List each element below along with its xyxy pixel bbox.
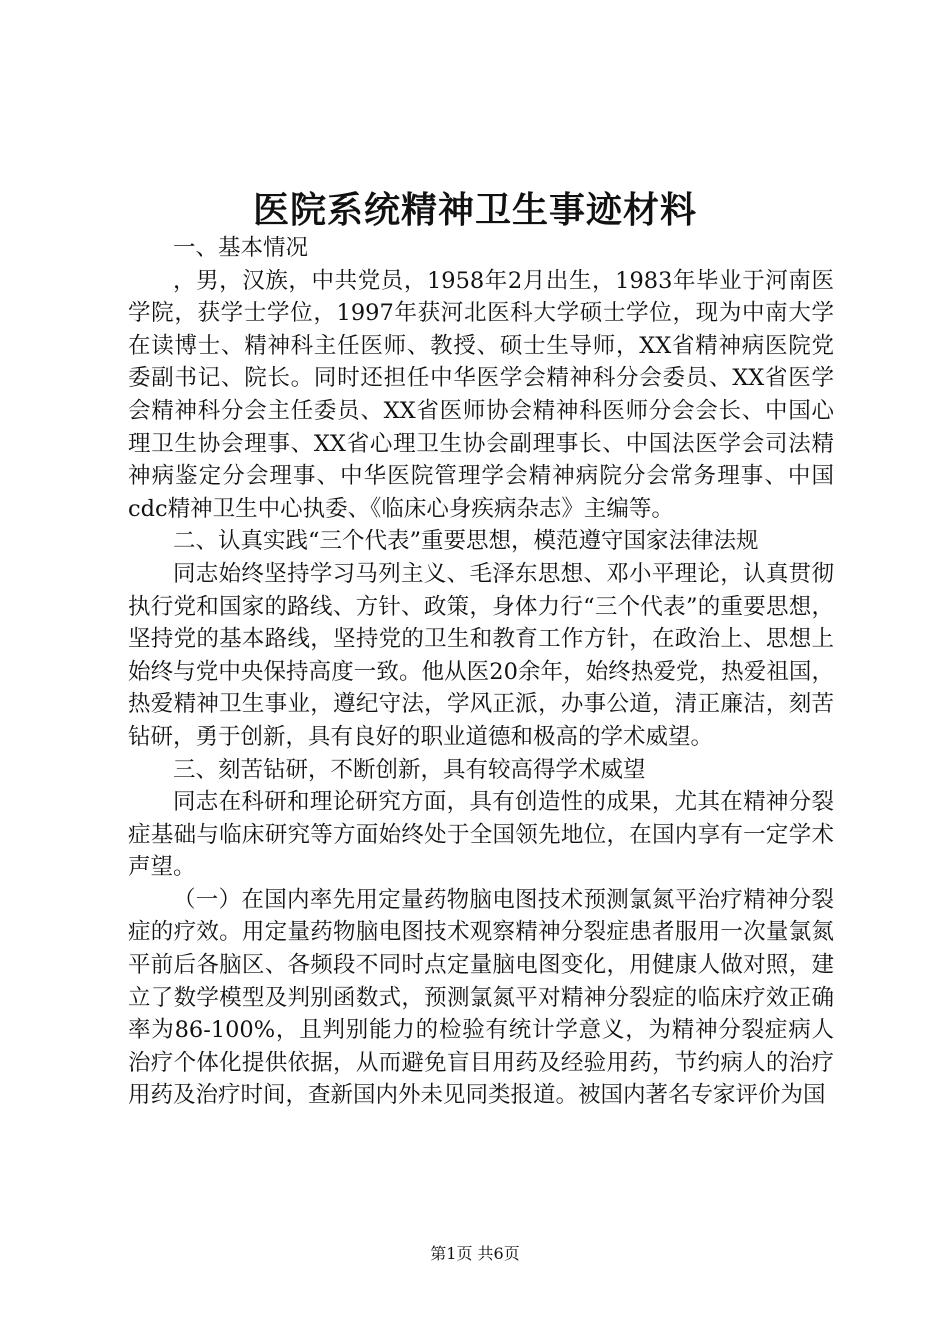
section-heading-2: 二、认真实践“三个代表”重要思想，模范遵守国家法律法规 [173, 528, 759, 555]
body-paragraph-1: ，男，汉族，中共党员，1958年2月出生，1983年毕业于河南医学院，获学士学位，1997年获河北医科大学硕士学位，现为中南大学在读博士、精神科主任医师、教授、硕士生导师，XX省精神病医院党委副书记、院长。同时还担任中华医学会精神科分会委员、XX省医学会精神科分会主任委员、XX省医师协会精神科医师分会会长、中国心理卫生协会理事、XX省心理卫生协会副理事长、中国法医学会司法精神病鉴定分会理事、中华医院管理学会精神病院分会常务理事、中国cdc精神卫生中心执委、《临床心身疾病杂志》主编等。 [128, 267, 834, 522]
section-heading-1: 一、基本情况 [173, 235, 309, 261]
document-body [128, 232, 834, 1112]
body-paragraph-4: （一）在国内率先用定量药物脑电图技术预测氯氮平治疗精神分裂症的疗效。用定量药物脑电图技术观察精神分裂症患者服用一次量氯氮平前后各脑区、各频段不同时点定量脑电图变化，用健康人做对照，建立了数学模型及判别函数式，预测氯氮平对精神分裂症的临床疗效正确率为86-100%，且判别能力的检验有统计学意义，为精神分裂症病人治疗个体化提供依据，从而避免盲目用药及经验用药，节约病人的治疗用药及治疗时间，查新国内外未见同类报道。被国内著名专家评价为国 [128, 886, 834, 1109]
body-paragraph-3: 同志在科研和理论研究方面，具有创造性的成果，尤其在精神分裂症基础与临床研究等方面始终处于全国领先地位，在国内享有一定学术声望。 [128, 789, 834, 881]
document-title: 医院系统精神卫生事迹材料 [252, 189, 697, 231]
section-heading-3: 三、刻苦钻研，不断创新，具有较高得学术威望 [173, 756, 646, 783]
page-footer: 第1页 共6页 [430, 1244, 520, 1263]
body-paragraph-2: 同志始终坚持学习马列主义、毛泽东思想、邓小平理论，认真贯彻执行党和国家的路线、方针、政策，身体力行“三个代表”的重要思想，坚持党的基本路线，坚持党的卫生和教育工作方针，在政治上、思想上始终与党中央保持高度一致。他从医20余年，始终热爱党，热爱祖国，热爱精神卫生事业，遵纪守法，学风正派，办事公道，清正廉洁，刻苦钻研，勇于创新，具有良好的职业道德和极高的学术威望。 [128, 560, 834, 750]
